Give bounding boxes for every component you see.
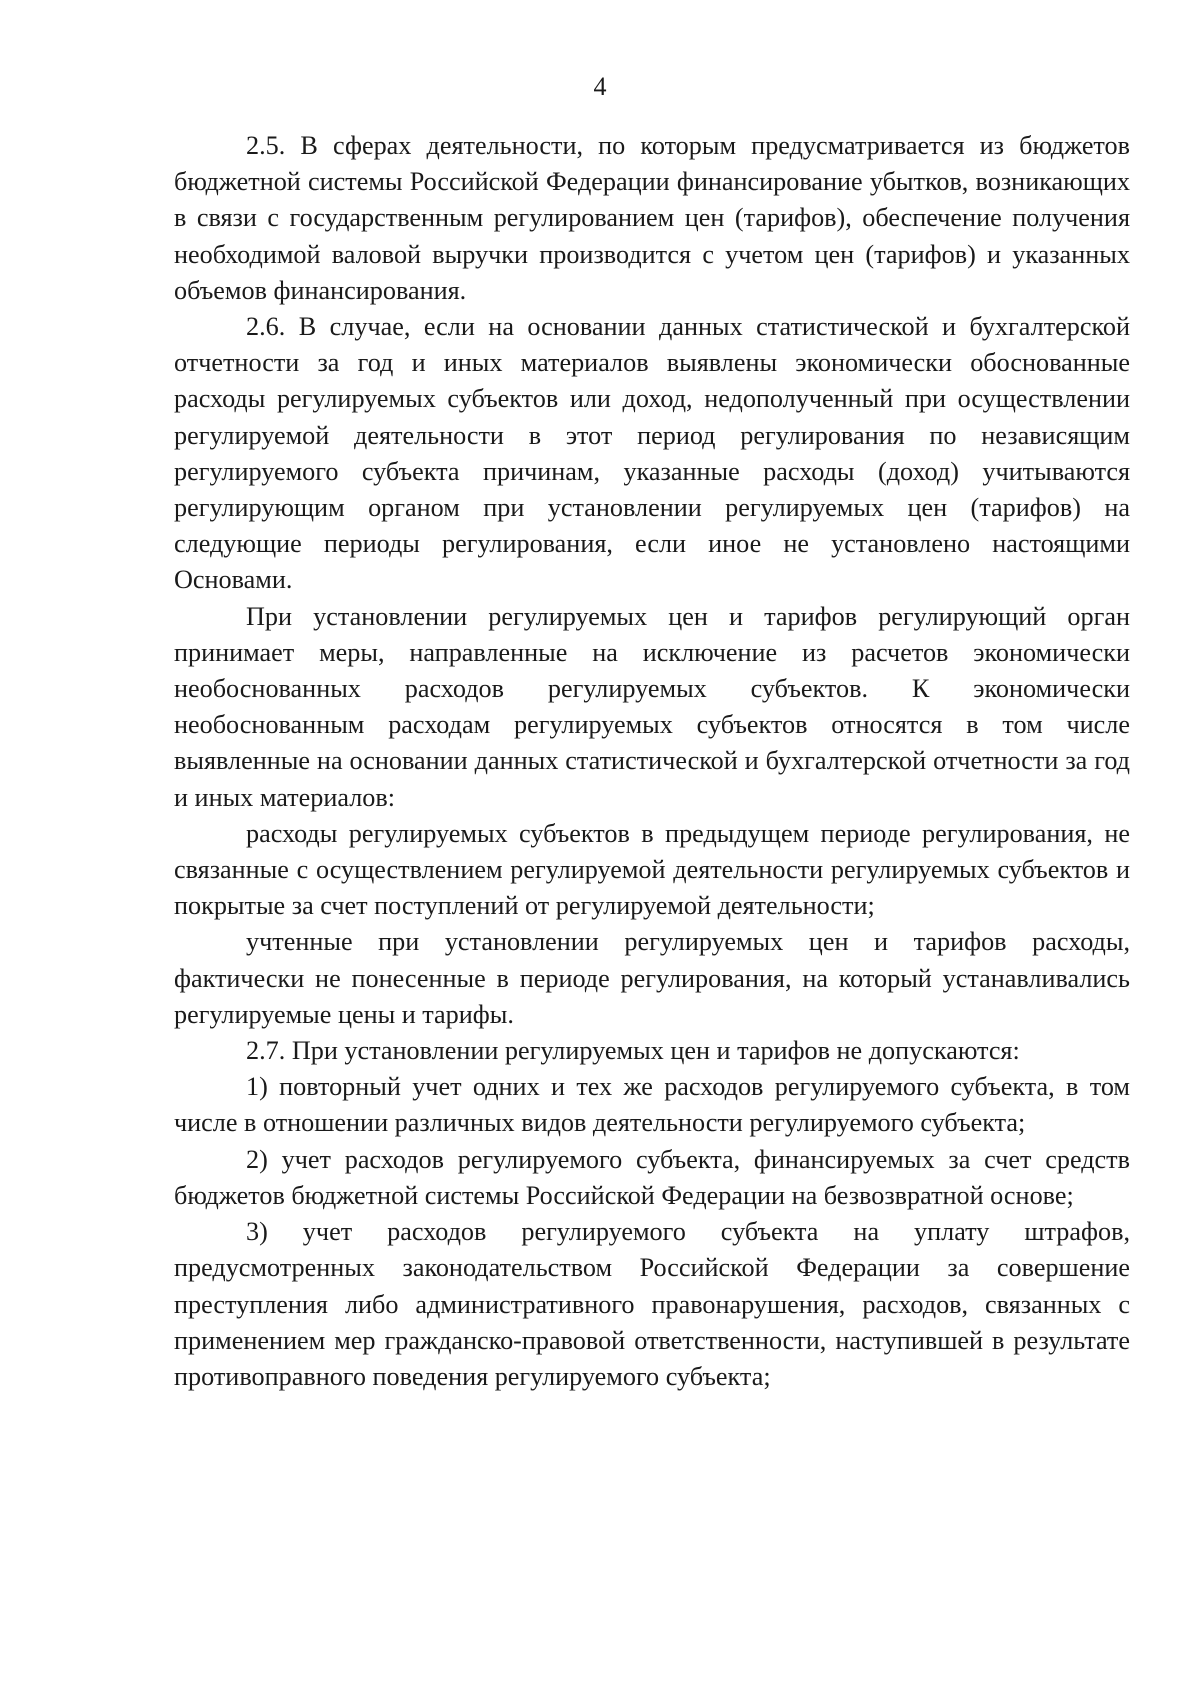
- list-item-1: 1) повторный учет одних и тех же расходов регулируемого субъекта, в том числе в отношении различных видов деятельности регулируемого субъекта;: [174, 1072, 1130, 1138]
- document-body: [174, 128, 1130, 1395]
- list-item-2: 2) учет расходов регулируемого субъекта, финансируемых за счет средств бюджетов бюджетной системы Российской Федерации на безвозвратной основе;: [174, 1144, 1130, 1210]
- paragraph-2-7: 2.7. При установлении регулируемых цен и тарифов не допускаются:: [246, 1036, 1020, 1066]
- list-item-unincurred-expenses: учтенные при установлении регулируемых цен и тарифов расходы, фактически не понесенные в периоде регулирования, на который устанавливались регулируемые цены и тарифы.: [174, 927, 1130, 1029]
- list-item-3: 3) учет расходов регулируемого субъекта на уплату штрафов, предусмотренных законодательством Российской Федерации за совершение преступления либо административного правонарушения, расходов, связанных с применением мер гражданско-правовой ответственности, наступившей в результате противоправного поведения регулируемого субъекта;: [174, 1217, 1130, 1391]
- paragraph-regulator-measures: При установлении регулируемых цен и тарифов регулирующий орган принимает меры, направленные на исключение из расчетов экономически необоснованных расходов регулируемых субъектов. К экономически необоснованным расходам регулируемых субъектов относятся в том числе выявленные на основании данных статистической и бухгалтерской отчетности за год и иных материалов:: [174, 601, 1130, 812]
- paragraph-2-6: 2.6. В случае, если на основании данных статистической и бухгалтерской отчетности за год и иных материалов выявлены экономически обоснованные расходы регулируемых субъектов или доход, недополученный при осуществлении регулируемой деятельности в этот период регулирования по независящим регулируемого субъекта причинам, указанные расходы (доход) учитываются регулирующим органом при установлении регулируемых цен (тарифов) на следующие периоды регулирования, если иное не установлено настоящими Основами.: [174, 312, 1130, 595]
- list-item-previous-period-expenses: расходы регулируемых субъектов в предыдущем периоде регулирования, не связанные с осуществлением регулируемой деятельности регулируемых субъектов и покрытые за счет поступлений от регулируемой деятельности;: [174, 818, 1130, 921]
- page-number: 4: [593, 72, 607, 101]
- paragraph-2-5: 2.5. В сферах деятельности, по которым предусматривается из бюджетов бюджетной системы Российской Федерации финансирование убытков, возникающих в связи с государственным регулированием цен (тарифов), обеспечение получения необходимой валовой выручки производится с учетом цен (тарифов) и указанных объемов финансирования.: [174, 131, 1130, 305]
